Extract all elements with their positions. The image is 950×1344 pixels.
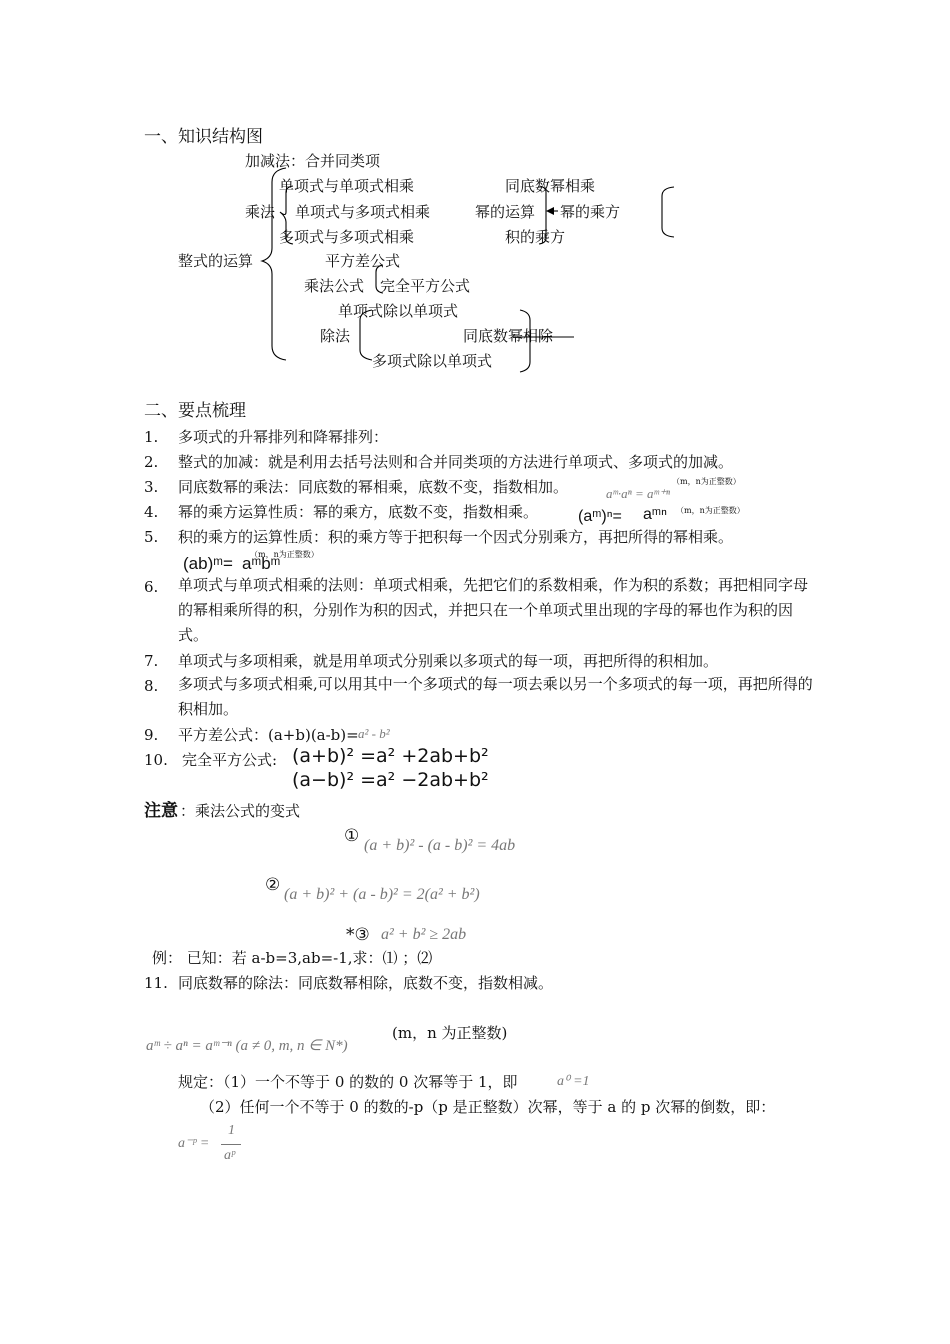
item-8-text: 多项式与多项式相乘,可以用其中一个多项式的每一项去乘以另一个多项式的每一项，再把所得的积相加。 [178, 675, 813, 718]
item-5-num: 5. [144, 528, 159, 546]
tree-formula-label: 乘法公式 [304, 277, 365, 295]
item-10-num: 10. [144, 751, 168, 769]
item-8-num: 8. [144, 677, 159, 695]
section1-title: 一、知识结构图 [144, 127, 263, 147]
tree-div1: 单项式除以单项式 [338, 302, 459, 320]
rule-2-num: 1 [228, 1123, 235, 1138]
item-4-num: 4. [144, 503, 159, 521]
formula-10b: (a−b)² =a² −2ab+b² [292, 769, 489, 791]
rule-2-den: aᵖ [224, 1148, 235, 1163]
rule-1: 规定：（1）一个不等于 0 的数的 0 次幂等于 1，即 [178, 1073, 518, 1091]
item-11-text: 同底数幂的除法：同底数幂相除，底数不变，指数相减。 [178, 974, 554, 992]
item-10-text: 完全平方公式: [182, 751, 278, 769]
tree-formula2: 完全平方公式 [380, 277, 471, 295]
tree-pow1: 同底数幂相乘 [505, 177, 596, 195]
tree-mul2: 单项式与多项式相乘 [295, 203, 431, 221]
tree-div3: 多项式除以单项式 [372, 352, 493, 370]
item-5-text: 积的乘方的运算性质：积的乘方等于把积每一个因式分别乘方，再把所得的幂相乘。 [178, 528, 734, 546]
tree-mul3: 多项式与多项式相乘 [279, 228, 415, 246]
formula-9: a² - b² [358, 726, 390, 741]
item-3-text: 同底数幂的乘法：同底数的幂相乘，底数不变，指数相加。 [178, 478, 569, 496]
note-text: ：乘法公式的变式 [180, 802, 301, 820]
item-2-text: 整式的加减：就是利用去括号法则和合并同类项的方法进行单项式、多项式的加减。 [178, 453, 734, 471]
item-7-num: 7. [144, 652, 159, 670]
item-9-text: 平方差公式：(a+b)(a-b)= [178, 726, 359, 744]
formula-11: aᵐ ÷ aⁿ = aᵐ⁻ⁿ (a ≠ 0, m, n ∈ N*) [146, 1038, 348, 1054]
tree-formula1: 平方差公式 [325, 252, 401, 270]
item-3-num: 3. [144, 478, 159, 496]
formula-4-left: (aᵐ)ⁿ= [578, 508, 622, 525]
formula-4-note: （m，n为正整数） [676, 506, 745, 515]
variant-3: a² + b² ≥ 2ab [381, 926, 467, 943]
tree-pow-label: 幂的运算 [475, 203, 536, 221]
tree-div-label: 除法 [320, 327, 351, 345]
formula-4-right: aᵐⁿ [643, 506, 667, 523]
rule-1-formula: a⁰ =1 [557, 1074, 590, 1089]
fraction-bar [221, 1144, 241, 1145]
item-1-text: 多项式的升幂排列和降幂排列： [178, 428, 389, 446]
note-label: 注意 [144, 801, 178, 821]
item-7-text: 单项式与多项相乘，就是用单项式分别乘以多项式的每一项，再把所得的积相加。 [178, 652, 719, 670]
formula-3-note: （m，n为正整数） [672, 477, 741, 486]
tree-div2: 同底数幂相除 [463, 327, 554, 345]
item-11-num: 11. [144, 974, 168, 992]
tree-pow2: 幂的乘方 [560, 203, 621, 221]
variant-1-mark: ① [344, 826, 360, 846]
item-6-num: 6. [144, 578, 159, 596]
rule-2: （2）任何一个不等于 0 的数的-p（p 是正整数）次幂，等于 a 的 p 次幂的倒数，即： [200, 1098, 776, 1116]
tree-pow3: 积的乘方 [505, 228, 566, 246]
formula-5-note: （m，n为正整数） [250, 550, 319, 559]
formula-10a: (a+b)² =a² +2ab+b² [292, 745, 489, 767]
rule-2-lhs: a⁻ᵖ = [178, 1136, 210, 1151]
section2-title: 二、要点梳理 [144, 401, 246, 421]
formula-5: (ab)ᵐ= [183, 554, 233, 573]
item-2-num: 2. [144, 453, 159, 471]
formula-11-note: (m，n 为正整数) [392, 1024, 508, 1042]
tree-mul1: 单项式与单项式相乘 [279, 177, 415, 195]
variant-3-mark: *③ [346, 925, 370, 945]
variant-2-mark: ② [265, 875, 281, 895]
tree-add: 加减法：合并同类项 [245, 152, 381, 170]
item-9-num: 9. [144, 726, 159, 744]
item-6-text: 单项式与单项式相乘的法则：单项式相乘，先把它们的系数相乘，作为积的系数；再把相同字母的幂相乘所得的积，分别作为积的因式，并把只在一个单项式里出现的字母的幂也作为积的因式。 [178, 576, 809, 644]
tree-mul-label: 乘法 [245, 203, 276, 221]
formula-5-right: aᵐbᵐ [242, 554, 281, 573]
variant-2: (a + b)² + (a - b)² = 2(a² + b²) [284, 886, 480, 903]
example-text: 例： 已知：若 a-b=3,ab=-1,求：⑴ ；⑵ [152, 949, 433, 967]
item-4-text: 幂的乘方运算性质：幂的乘方，底数不变，指数相乘。 [178, 503, 539, 521]
variant-1: (a + b)² - (a - b)² = 4ab [364, 837, 516, 854]
item-1-num: 1. [144, 428, 159, 446]
formula-3: aᵐ·aⁿ = aᵐ⁺ⁿ [606, 486, 670, 501]
tree-root: 整式的运算 [178, 252, 254, 270]
